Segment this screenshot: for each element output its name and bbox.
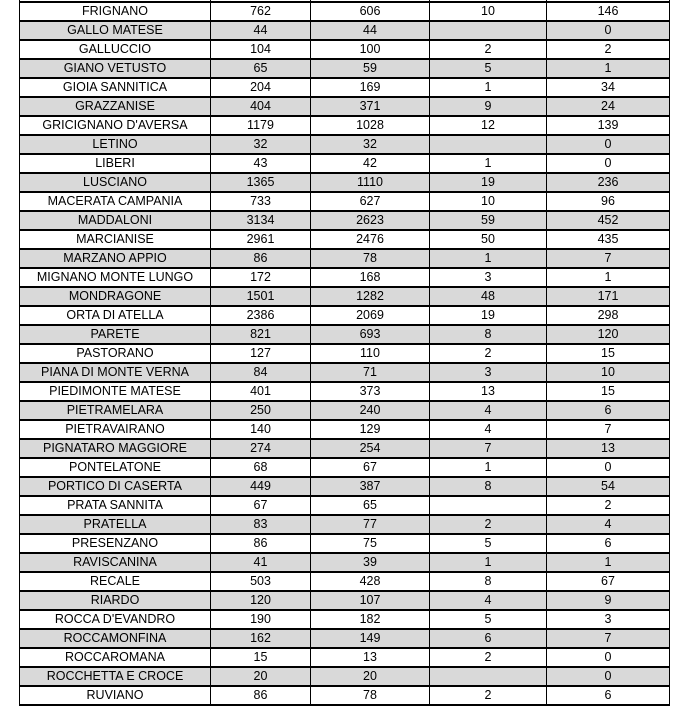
value-cell: 86 — [211, 534, 311, 553]
value-cell: 20 — [211, 667, 311, 686]
municipality-cell: ROCCA D'EVANDRO — [20, 610, 211, 629]
municipality-data-table — [19, 0, 670, 706]
table-row — [20, 306, 670, 325]
value-cell: 10 — [547, 363, 670, 382]
value-cell: 2 — [430, 515, 547, 534]
value-cell: 120 — [211, 591, 311, 610]
value-cell: 1179 — [211, 116, 311, 135]
municipality-cell: PRESENZANO — [20, 534, 211, 553]
value-cell — [430, 667, 547, 686]
value-cell: 71 — [311, 363, 430, 382]
value-cell: 54 — [547, 477, 670, 496]
value-cell: 32 — [211, 135, 311, 154]
value-cell: 146 — [547, 2, 670, 21]
value-cell: 0 — [547, 667, 670, 686]
value-cell: 6 — [430, 629, 547, 648]
value-cell: 7 — [547, 249, 670, 268]
value-cell: 44 — [211, 21, 311, 40]
table-row — [20, 439, 670, 458]
value-cell: 13 — [547, 439, 670, 458]
value-cell: 0 — [547, 154, 670, 173]
value-cell: 452 — [547, 211, 670, 230]
table-row — [20, 534, 670, 553]
value-cell: 1 — [430, 78, 547, 97]
value-cell: 19 — [430, 306, 547, 325]
municipality-cell: MONDRAGONE — [20, 287, 211, 306]
municipality-cell: RUVIANO — [20, 686, 211, 705]
value-cell: 20 — [311, 667, 430, 686]
value-cell: 3 — [547, 610, 670, 629]
value-cell: 169 — [311, 78, 430, 97]
value-cell: 6 — [547, 534, 670, 553]
value-cell: 503 — [211, 572, 311, 591]
value-cell: 428 — [311, 572, 430, 591]
value-cell: 127 — [211, 344, 311, 363]
value-cell: 83 — [211, 515, 311, 534]
municipality-cell: RIARDO — [20, 591, 211, 610]
table-row — [20, 401, 670, 420]
value-cell: 1 — [430, 553, 547, 572]
value-cell: 4 — [430, 591, 547, 610]
value-cell: 1 — [547, 553, 670, 572]
value-cell: 7 — [547, 420, 670, 439]
value-cell: 3 — [430, 363, 547, 382]
value-cell: 5 — [430, 610, 547, 629]
value-cell: 762 — [211, 2, 311, 21]
value-cell: 78 — [311, 686, 430, 705]
value-cell: 387 — [311, 477, 430, 496]
value-cell: 84 — [211, 363, 311, 382]
value-cell: 10 — [430, 192, 547, 211]
municipality-cell: FRIGNANO — [20, 2, 211, 21]
value-cell: 39 — [311, 553, 430, 572]
value-cell: 2386 — [211, 306, 311, 325]
value-cell: 168 — [311, 268, 430, 287]
value-cell: 139 — [547, 116, 670, 135]
value-cell: 449 — [211, 477, 311, 496]
table-row — [20, 249, 670, 268]
value-cell: 41 — [211, 553, 311, 572]
value-cell: 1110 — [311, 173, 430, 192]
value-cell: 204 — [211, 78, 311, 97]
value-cell: 2 — [547, 496, 670, 515]
value-cell: 12 — [430, 116, 547, 135]
municipality-cell: RAVISCANINA — [20, 553, 211, 572]
value-cell: 32 — [311, 135, 430, 154]
value-cell: 10 — [430, 2, 547, 21]
value-cell: 67 — [547, 572, 670, 591]
table-row — [20, 344, 670, 363]
municipality-cell: MARCIANISE — [20, 230, 211, 249]
municipality-cell: GIANO VETUSTO — [20, 59, 211, 78]
municipality-cell: PIETRAVAIRANO — [20, 420, 211, 439]
table-row — [20, 116, 670, 135]
value-cell: 59 — [311, 59, 430, 78]
value-cell: 67 — [211, 496, 311, 515]
table-row — [20, 135, 670, 154]
value-cell: 4 — [430, 401, 547, 420]
value-cell: 172 — [211, 268, 311, 287]
municipality-cell: GALLUCCIO — [20, 40, 211, 59]
value-cell: 190 — [211, 610, 311, 629]
value-cell: 1501 — [211, 287, 311, 306]
value-cell: 65 — [311, 496, 430, 515]
value-cell: 110 — [311, 344, 430, 363]
municipality-cell: RECALE — [20, 572, 211, 591]
value-cell: 42 — [311, 154, 430, 173]
table-row — [20, 686, 670, 705]
municipality-cell: PONTELATONE — [20, 458, 211, 477]
table-row — [20, 21, 670, 40]
table-row — [20, 287, 670, 306]
value-cell: 9 — [430, 97, 547, 116]
municipality-cell: PIANA DI MONTE VERNA — [20, 363, 211, 382]
municipality-cell: MIGNANO MONTE LUNGO — [20, 268, 211, 287]
table-row — [20, 648, 670, 667]
value-cell: 67 — [311, 458, 430, 477]
value-cell: 2961 — [211, 230, 311, 249]
value-cell: 0 — [547, 458, 670, 477]
municipality-cell: GIOIA SANNITICA — [20, 78, 211, 97]
table-row — [20, 325, 670, 344]
municipality-cell: PIEDIMONTE MATESE — [20, 382, 211, 401]
value-cell: 5 — [430, 59, 547, 78]
municipality-cell: GALLO MATESE — [20, 21, 211, 40]
value-cell: 129 — [311, 420, 430, 439]
value-cell: 2623 — [311, 211, 430, 230]
value-cell: 2069 — [311, 306, 430, 325]
value-cell: 8 — [430, 477, 547, 496]
value-cell: 2 — [430, 344, 547, 363]
municipality-cell: MACERATA CAMPANIA — [20, 192, 211, 211]
value-cell: 78 — [311, 249, 430, 268]
value-cell: 1 — [430, 154, 547, 173]
value-cell: 1 — [430, 249, 547, 268]
value-cell: 44 — [311, 21, 430, 40]
value-cell: 6 — [547, 401, 670, 420]
value-cell: 9 — [547, 591, 670, 610]
value-cell: 65 — [211, 59, 311, 78]
value-cell: 15 — [547, 382, 670, 401]
value-cell: 4 — [430, 420, 547, 439]
value-cell: 59 — [430, 211, 547, 230]
table-row — [20, 458, 670, 477]
value-cell: 100 — [311, 40, 430, 59]
value-cell: 15 — [211, 648, 311, 667]
value-cell: 298 — [547, 306, 670, 325]
municipality-cell: MARZANO APPIO — [20, 249, 211, 268]
value-cell: 104 — [211, 40, 311, 59]
value-cell: 140 — [211, 420, 311, 439]
table-row — [20, 268, 670, 287]
municipality-cell: PORTICO DI CASERTA — [20, 477, 211, 496]
table-row — [20, 515, 670, 534]
value-cell: 435 — [547, 230, 670, 249]
value-cell: 404 — [211, 97, 311, 116]
municipality-cell: ROCCAMONFINA — [20, 629, 211, 648]
value-cell: 15 — [547, 344, 670, 363]
municipality-cell: ROCCHETTA E CROCE — [20, 667, 211, 686]
table-row — [20, 192, 670, 211]
value-cell: 371 — [311, 97, 430, 116]
value-cell: 162 — [211, 629, 311, 648]
value-cell: 1365 — [211, 173, 311, 192]
municipality-cell: MADDALONI — [20, 211, 211, 230]
value-cell: 7 — [430, 439, 547, 458]
value-cell: 6 — [547, 686, 670, 705]
table-row — [20, 2, 670, 21]
value-cell: 86 — [211, 686, 311, 705]
value-cell: 2 — [430, 648, 547, 667]
value-cell: 2 — [430, 686, 547, 705]
value-cell — [430, 496, 547, 515]
value-cell: 107 — [311, 591, 430, 610]
value-cell: 1 — [547, 268, 670, 287]
value-cell: 254 — [311, 439, 430, 458]
table-row — [20, 477, 670, 496]
value-cell: 86 — [211, 249, 311, 268]
value-cell: 50 — [430, 230, 547, 249]
value-cell: 693 — [311, 325, 430, 344]
municipality-cell: GRICIGNANO D'AVERSA — [20, 116, 211, 135]
value-cell: 182 — [311, 610, 430, 629]
value-cell: 1 — [547, 59, 670, 78]
value-cell: 2 — [547, 40, 670, 59]
value-cell: 401 — [211, 382, 311, 401]
municipality-cell: PRATA SANNITA — [20, 496, 211, 515]
municipality-cell: LUSCIANO — [20, 173, 211, 192]
value-cell: 0 — [547, 135, 670, 154]
table-row — [20, 363, 670, 382]
table-row — [20, 59, 670, 78]
value-cell: 13 — [430, 382, 547, 401]
value-cell: 606 — [311, 2, 430, 21]
table-row — [20, 382, 670, 401]
table-row — [20, 97, 670, 116]
value-cell: 75 — [311, 534, 430, 553]
table-row — [20, 591, 670, 610]
value-cell: 236 — [547, 173, 670, 192]
value-cell: 2476 — [311, 230, 430, 249]
value-cell: 821 — [211, 325, 311, 344]
value-cell: 4 — [547, 515, 670, 534]
value-cell: 627 — [311, 192, 430, 211]
municipality-cell: PIETRAMELARA — [20, 401, 211, 420]
municipality-cell: ORTA DI ATELLA — [20, 306, 211, 325]
value-cell: 7 — [547, 629, 670, 648]
table-body — [20, 0, 670, 705]
table-row — [20, 230, 670, 249]
value-cell: 13 — [311, 648, 430, 667]
table-row — [20, 629, 670, 648]
value-cell — [430, 135, 547, 154]
value-cell: 2 — [430, 40, 547, 59]
municipality-cell: PARETE — [20, 325, 211, 344]
value-cell — [430, 21, 547, 40]
table-row — [20, 572, 670, 591]
value-cell: 24 — [547, 97, 670, 116]
value-cell: 1 — [430, 458, 547, 477]
municipality-cell: PASTORANO — [20, 344, 211, 363]
value-cell: 0 — [547, 21, 670, 40]
value-cell: 250 — [211, 401, 311, 420]
value-cell: 171 — [547, 287, 670, 306]
value-cell: 1282 — [311, 287, 430, 306]
value-cell: 43 — [211, 154, 311, 173]
municipality-cell: LIBERI — [20, 154, 211, 173]
value-cell: 19 — [430, 173, 547, 192]
value-cell: 5 — [430, 534, 547, 553]
value-cell: 240 — [311, 401, 430, 420]
table-row — [20, 420, 670, 439]
table-row — [20, 211, 670, 230]
value-cell: 34 — [547, 78, 670, 97]
value-cell: 77 — [311, 515, 430, 534]
value-cell: 3134 — [211, 211, 311, 230]
table-row — [20, 553, 670, 572]
value-cell: 96 — [547, 192, 670, 211]
value-cell: 373 — [311, 382, 430, 401]
municipality-cell: PRATELLA — [20, 515, 211, 534]
table-row — [20, 173, 670, 192]
value-cell: 68 — [211, 458, 311, 477]
value-cell: 0 — [547, 648, 670, 667]
municipality-cell: ROCCAROMANA — [20, 648, 211, 667]
table-row — [20, 610, 670, 629]
table-row — [20, 78, 670, 97]
table-row — [20, 496, 670, 515]
municipality-cell: LETINO — [20, 135, 211, 154]
value-cell: 1028 — [311, 116, 430, 135]
table-row — [20, 667, 670, 686]
value-cell: 733 — [211, 192, 311, 211]
value-cell: 3 — [430, 268, 547, 287]
value-cell: 274 — [211, 439, 311, 458]
value-cell: 8 — [430, 572, 547, 591]
municipality-cell: GRAZZANISE — [20, 97, 211, 116]
value-cell: 48 — [430, 287, 547, 306]
municipality-cell: PIGNATARO MAGGIORE — [20, 439, 211, 458]
table-row — [20, 154, 670, 173]
value-cell: 120 — [547, 325, 670, 344]
value-cell: 149 — [311, 629, 430, 648]
table-row — [20, 40, 670, 59]
value-cell: 8 — [430, 325, 547, 344]
